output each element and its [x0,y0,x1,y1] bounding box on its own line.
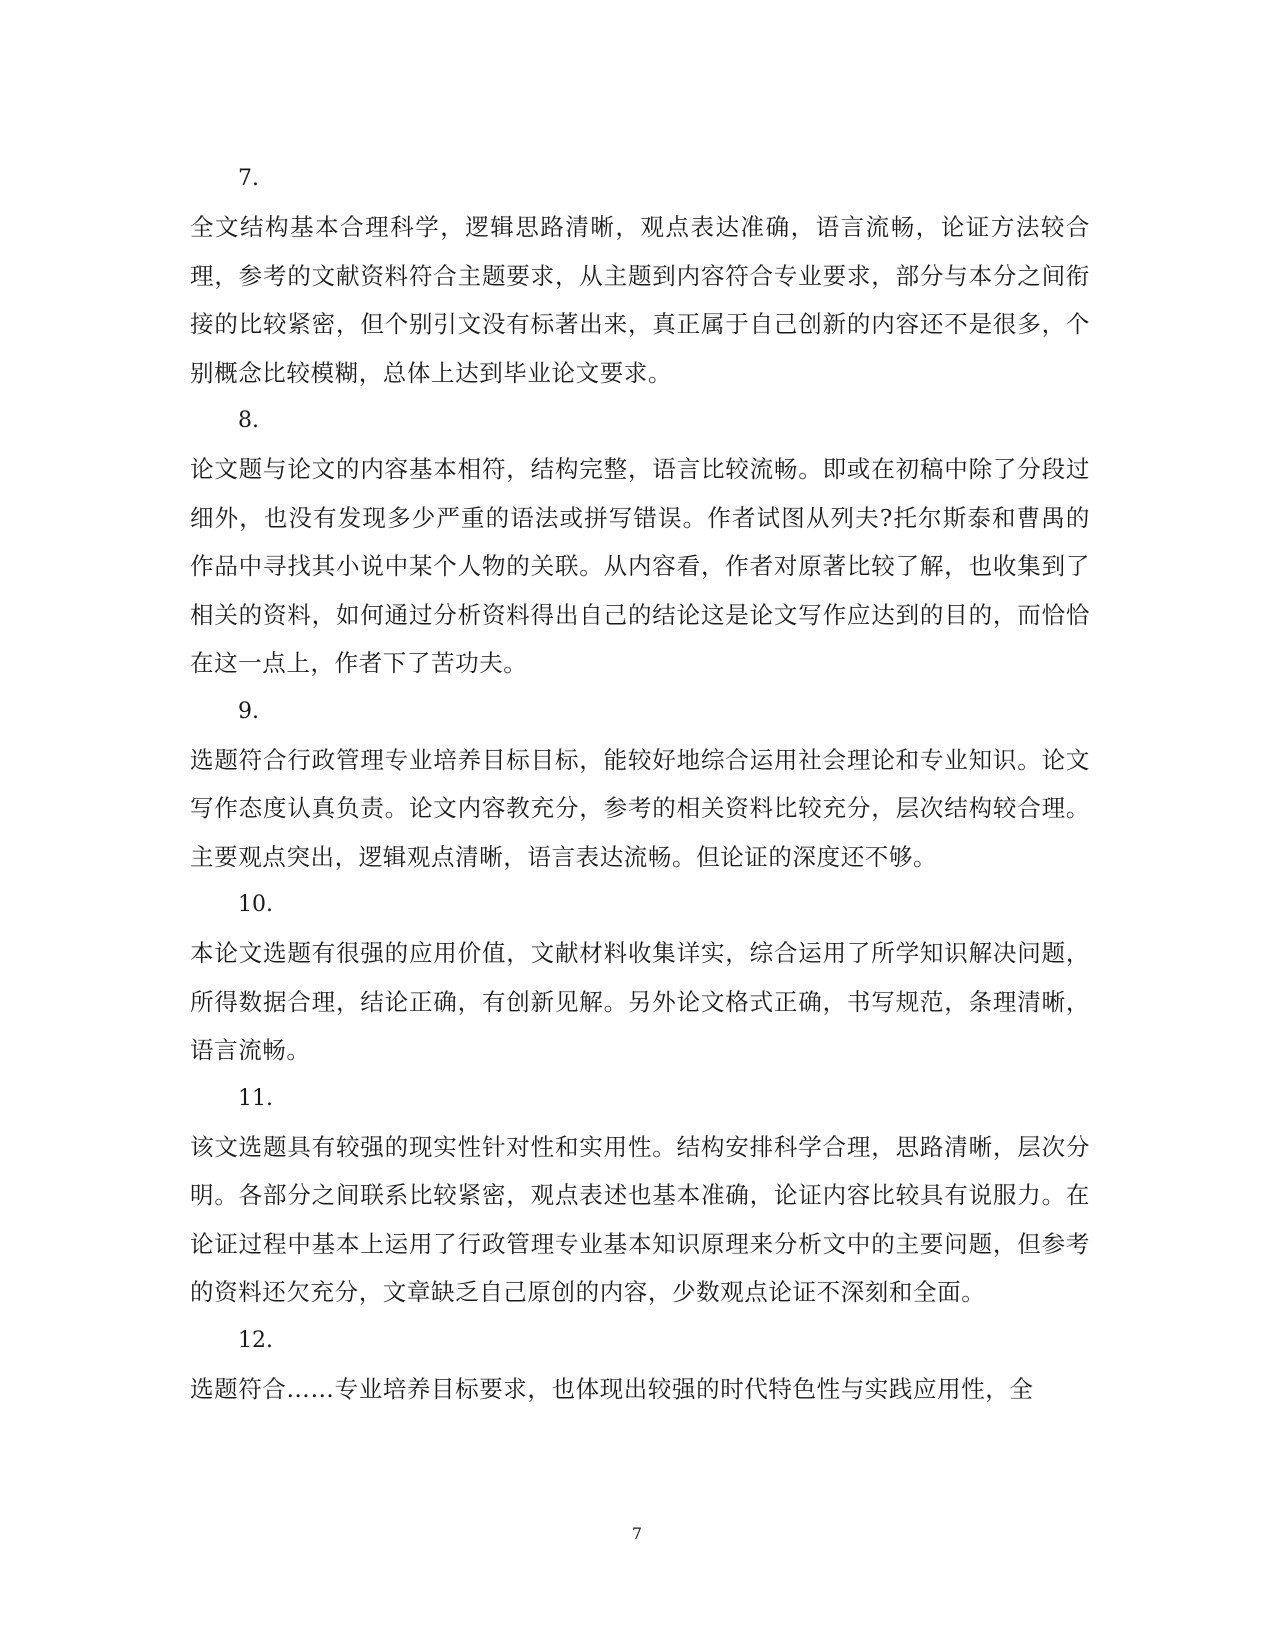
comment-entry-12 [190,1317,1090,1414]
entry-number: 10. [238,892,273,917]
comment-entry-7 [190,155,1090,397]
entry-text: 全文结构基本合理科学，逻辑思路清晰，观点表达准确，语言流畅，论证方法较合理，参考的文献资料符合主题要求，从主题到内容符合专业要求，部分与本分之间衔接的比较紧密，但个别引文没有标著出来，真正属于自己创新的内容还不是很多，个别概念比较模糊，总体上达到毕业论文要求。 [190,213,1090,387]
entry-number: 12. [238,1327,273,1353]
entry-number: 9. [238,698,259,724]
comments-list [190,155,1090,1413]
comment-entry-11 [190,1075,1090,1317]
entry-text: 该文选题具有较强的现实性针对性和实用性。结构安排科学合理，思路清晰，层次分明。各部分之间联系比较紧密，观点表述也基本准确，论证内容比较具有说服力。在论证过程中基本上运用了行政管理专业基本知识原理来分析文中的主要问题，但参考的资料还欠充分，文章缺乏自己原创的内容，少数观点论证不深刻和全面。 [190,1132,1090,1306]
entry-text: 选题符合行政管理专业培养目标目标，能较好地综合运用社会理论和专业知识。论文写作态度认真负责。论文内容教充分，参考的相关资料比较充分，层次结构较合理。主要观点突出，逻辑观点清晰，语言表达流畅。但论证的深度还不够。 [190,745,1090,871]
comment-entry-8 [190,397,1090,688]
entry-number: 11. [238,1085,273,1111]
entry-number: 8. [238,408,259,433]
comment-entry-9 [190,688,1090,882]
comment-entry-10 [190,881,1090,1075]
page-number: 7 [631,1524,643,1543]
entry-text: 本论文选题有很强的应用价值，文献材料收集详实，综合运用了所学知识解决问题，所得数据合理，结论正确，有创新见解。另外论文格式正确，书写规范，条理清晰，语言流畅。 [190,939,1090,1064]
entry-number: 7. [238,166,259,191]
entry-text: 选题符合……专业培养目标要求，也体现出较强的时代特色性与实践应用性，全 [190,1374,1034,1403]
entry-text: 论文题与论文的内容基本相符，结构完整，语言比较流畅。即或在初稿中除了分段过细外，也没有发现多少严重的语法或拼写错误。作者试图从列夫?托尔斯泰和曹禺的作品中寻找其小说中某个人物的关联。从内容看，作者对原著比较了解，也收集到了相关的资料，如何通过分析资料得出自己的结论这是论文写作应达到的目的，而恰恰在这一点上，作者下了苦功夫。 [190,455,1090,677]
